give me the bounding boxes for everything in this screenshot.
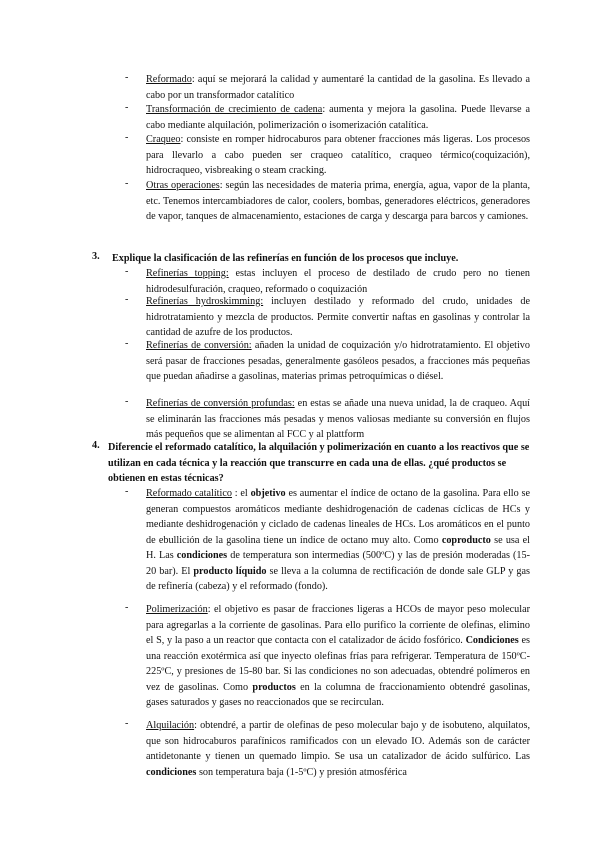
item-title: Transformación de crecimiento de cadena [146, 104, 323, 115]
question-3-heading: Explique la clasificación de las refinerías en función de los procesos que incluye. [112, 253, 459, 264]
list-item-hydroskimming [146, 294, 530, 341]
item-title: Reformado catalítico [146, 488, 232, 499]
item-text: : consiste en romper hidrocaburos para obtener fracciones más ligeras. Los procesos para llevarlo a cabo pueden ser craqueo catalítico, craqueo térmico(coquización), hidrocraqueo, visbreaking o steam cracking. [146, 134, 530, 176]
item-text: : el [231, 488, 251, 499]
item-text: incluyen destilado y reformado del crudo, unidades de hidrotratamiento y mezcla de productos. Permite convertir naftas en gasolinas y controlar la cantidad de azufre de los productos. [146, 296, 530, 338]
question-4-heading: Diferencie el reformado catalítico, la alquilación y polimerización en cuanto a los reactivos que se utilizan en cada técnica y la reacción que transcurre en cada una de ellas. ¿qué productos se obtienen en estas técnicas? [108, 442, 530, 484]
item-title: Otras operaciones [146, 180, 220, 191]
item-title: Refinerías hydroskimming: [146, 296, 264, 307]
bullet-dash: - [125, 102, 129, 113]
bullet-dash: - [125, 718, 129, 729]
item-title: Reformado [146, 74, 192, 85]
bold-term: producto líquido [193, 565, 267, 577]
item-text: : aumenta y mejora la gasolina. Puede llevarse a cabo mediante alquilación, polimerización o isomerización catalítica. [146, 104, 530, 131]
item-text: en estas se añade una nueva unidad, la de craqueo. Aquí se eliminarán las fracciones más pesadas y menos valiosas mediante su conversión en flujos más pequeños que se alimentan al FCC y al plattform [146, 398, 531, 440]
list-item-polimerizacion [146, 602, 530, 711]
list-item-otras [146, 178, 530, 225]
item-text: : aquí se mejorará la calidad y aumentaré la cantidad de la gasolina. Es llevado a cabo por un transformador catalítico [146, 74, 530, 101]
item-text: en la columna de fraccionamiento obtendré gasolinas, gases saturados y gases no reaccionados que se recirculan. [146, 681, 530, 708]
bullet-dash: - [125, 178, 129, 189]
item-text: : el objetivo es pasar de fracciones ligeras a HCOs de mayor peso molecular para agregarlas a la corriente de gasolinas. Para ello purifico la corriente de olefinas, elimino el S, y la paso a un reactor que contacta con el catalizador de ácido fosfórico. [146, 604, 530, 646]
bullet-dash: - [125, 266, 129, 277]
question-number: 4. [92, 440, 100, 451]
bold-term: productos [252, 681, 296, 693]
item-text: : según las necesidades de materia prima, energía, agua, vapor de la planta, etc. Tenemos intercambiadores de calor, coolers, bombas, generadores eléctricos, generadores de vapor, tanques de almacenamiento, estaciones de carga y descarga para barcos y camiones. [146, 180, 531, 222]
bullet-dash: - [125, 132, 129, 143]
bold-term: condiciones [176, 550, 228, 561]
list-item-alquilacion [146, 718, 530, 780]
bullet-dash: - [125, 338, 129, 349]
bold-term: condiciones [146, 766, 197, 778]
item-title: Polimerización [146, 604, 208, 615]
list-item-transformacion [146, 102, 530, 133]
bullet-dash: - [125, 602, 129, 613]
bold-term: objetivo [250, 488, 286, 499]
question-number: 3. [92, 251, 100, 262]
list-item-conversion [146, 338, 530, 385]
bold-term: Condiciones [465, 635, 519, 646]
item-title: Craqueo [146, 134, 181, 145]
bold-term: coproducto [441, 534, 491, 546]
item-text: estas incluyen el proceso de destilado de crudo pero no tienen hidrodesulfuración, craqueo, reformado o coquización [146, 268, 530, 295]
item-text: añaden la unidad de coquización y/o hidrotratamiento. El objetivo será pasar de fracciones pesadas, generalmente gasóleos pesados, a fracciones más pequeñas que puedan añadirse a gasolinas, materias primas petroquímicas o diésel. [146, 340, 530, 382]
list-item-conversion-profunda [146, 396, 530, 443]
item-text: de temperatura son intermedias (500ºC) y las de presión moderadas (15-20 bar). El [146, 550, 530, 577]
bullet-dash: - [125, 396, 129, 407]
item-text: : obtendré, a partir de olefinas de peso molecular bajo y de isobuteno, alquilatos, que son hidrocaburos parafínicos ramificados con un elevado IO. Además son de carácter antidetonante y tienen un quemado limpio. Se usa un catalizador de ácido sulfúrico. Las [146, 720, 530, 762]
bullet-dash: - [125, 72, 129, 83]
item-title: Alquilación [146, 720, 195, 731]
item-text: es una reacción exotérmica así que inyecto olefinas frías para refrigerar. Temperatura de 150ºC-225ºC, y presiones de 15-80 bar. Si las condiciones no son adecuadas, obtendré polímeros en vez de gasolinas. Como [146, 635, 530, 693]
item-text: es aumentar el índice de octano de la gasolina. Para ello se generan compuestos aromáticos mediante deshidrogenación de cadenas cíclicas de HCs y mediante deshidrogenación y ciclado de cadenas lineales de HCs. Los aromáticos en el punto de ebullición de la gasolina tiene un índice de octano muy alto. Como [146, 488, 530, 546]
item-title: Refinerías de conversión: [146, 340, 252, 351]
item-text: son temperatura baja (1-5ºC) y presión atmosférica [196, 766, 407, 778]
item-text: se usa el H. Las [146, 534, 530, 561]
item-text: se lleva a la columna de rectificación de donde sale GLP y gas de refinería (cabeza) y el reformado (fondo). [146, 565, 530, 592]
item-title: Refinerías topping: [146, 268, 229, 279]
list-item-reformado [146, 72, 530, 103]
list-item-topping [146, 266, 530, 297]
item-title: Refinerías de conversión profundas: [146, 398, 295, 409]
list-item-reformado-catalitico [146, 486, 530, 595]
bullet-dash: - [125, 486, 129, 497]
bullet-dash: - [125, 294, 129, 305]
list-item-craqueo [146, 132, 530, 179]
